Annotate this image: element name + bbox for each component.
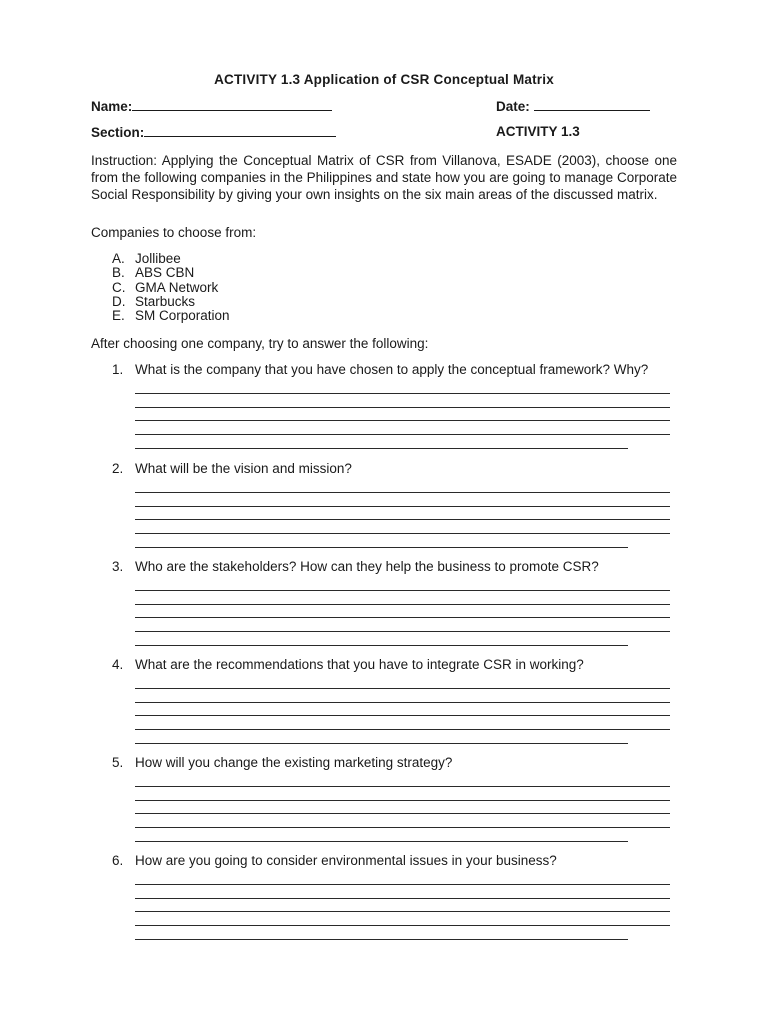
companies-list	[112, 252, 230, 323]
company-name: ABS CBN	[135, 265, 195, 281]
answer-line	[135, 520, 670, 534]
answer-line	[135, 885, 670, 899]
answer-line	[135, 730, 628, 744]
company-name: GMA Network	[135, 279, 219, 295]
question-5	[112, 755, 672, 842]
answer-line	[135, 787, 670, 801]
answer-line	[135, 507, 670, 521]
answer-line	[135, 689, 670, 703]
name-blank[interactable]	[132, 98, 332, 111]
name-label: Name:	[91, 99, 133, 114]
answer-line	[135, 632, 628, 646]
question-number: 4.	[112, 657, 124, 672]
list-marker: D.	[112, 293, 126, 309]
question-number: 3.	[112, 559, 124, 574]
date-blank[interactable]	[534, 98, 650, 111]
answer-line	[135, 493, 670, 507]
section-field	[91, 124, 336, 140]
answer-line	[135, 380, 670, 394]
answer-line	[135, 605, 670, 619]
after-choosing-label: After choosing one company, try to answer the following:	[91, 336, 429, 351]
page-title: ACTIVITY 1.3 Application of CSR Conceptual Matrix	[214, 72, 554, 87]
answer-line	[135, 801, 670, 815]
answer-line	[135, 394, 670, 408]
section-blank[interactable]	[144, 124, 336, 137]
list-marker: B.	[112, 265, 125, 281]
answer-area-3[interactable]	[135, 577, 672, 646]
date-label: Date:	[496, 99, 530, 114]
question-text: How are you going to consider environmental issues in your business?	[135, 853, 557, 868]
question-3	[112, 559, 672, 646]
company-item	[112, 266, 230, 280]
list-marker: A.	[112, 251, 125, 266]
instruction-text: Instruction: Applying the Conceptual Matrix of CSR from Villanova, ESADE (2003), choose one from the following companies in the Philippines and state how you are going to manage Corporate Social Responsibility by giving your own insights on the six main areas of the discussed matrix.	[91, 153, 677, 202]
question-number: 1.	[112, 362, 124, 377]
answer-area-1[interactable]	[135, 380, 672, 449]
company-item	[112, 309, 230, 323]
question-6	[112, 853, 672, 940]
answer-line	[135, 899, 670, 913]
question-text: What will be the vision and mission?	[135, 461, 352, 476]
answer-line	[135, 421, 670, 435]
company-item	[112, 281, 230, 295]
question-text: What are the recommendations that you have to integrate CSR in working?	[135, 657, 584, 672]
question-1	[112, 362, 672, 449]
answer-line	[135, 703, 670, 717]
list-marker: C.	[112, 279, 126, 295]
companies-label: Companies to choose from:	[91, 225, 257, 240]
section-label: Section:	[91, 125, 145, 140]
question-number: 5.	[112, 755, 124, 770]
answer-line	[135, 871, 670, 885]
answer-line	[135, 912, 670, 926]
company-name: Jollibee	[135, 251, 181, 266]
answer-line	[135, 618, 670, 632]
answer-line	[135, 435, 628, 449]
company-item	[112, 295, 230, 309]
list-marker: E.	[112, 308, 125, 324]
answer-line	[135, 577, 670, 591]
answer-line	[135, 479, 670, 493]
answer-line	[135, 814, 670, 828]
answer-area-5[interactable]	[135, 773, 672, 842]
question-4	[112, 657, 672, 744]
answer-line	[135, 773, 670, 787]
answer-line	[135, 408, 670, 422]
date-field	[496, 98, 650, 114]
answer-line	[135, 675, 670, 689]
question-text: What is the company that you have chosen to apply the conceptual framework? Why?	[135, 362, 649, 377]
answer-line	[135, 534, 628, 548]
question-text: Who are the stakeholders? How can they help the business to promote CSR?	[135, 559, 599, 574]
company-item	[112, 252, 230, 266]
answer-line	[135, 926, 628, 940]
name-field	[91, 98, 332, 114]
answer-area-6[interactable]	[135, 871, 672, 940]
answer-area-4[interactable]	[135, 675, 672, 744]
question-number: 2.	[112, 461, 124, 476]
answer-line	[135, 591, 670, 605]
answer-line	[135, 716, 670, 730]
question-2	[112, 461, 672, 548]
question-number: 6.	[112, 853, 124, 868]
question-text: How will you change the existing marketing strategy?	[135, 755, 453, 770]
company-name: SM Corporation	[135, 308, 230, 324]
company-name: Starbucks	[135, 293, 196, 309]
answer-line	[135, 828, 628, 842]
activity-label: ACTIVITY 1.3	[496, 124, 580, 139]
answer-area-2[interactable]	[135, 479, 672, 548]
